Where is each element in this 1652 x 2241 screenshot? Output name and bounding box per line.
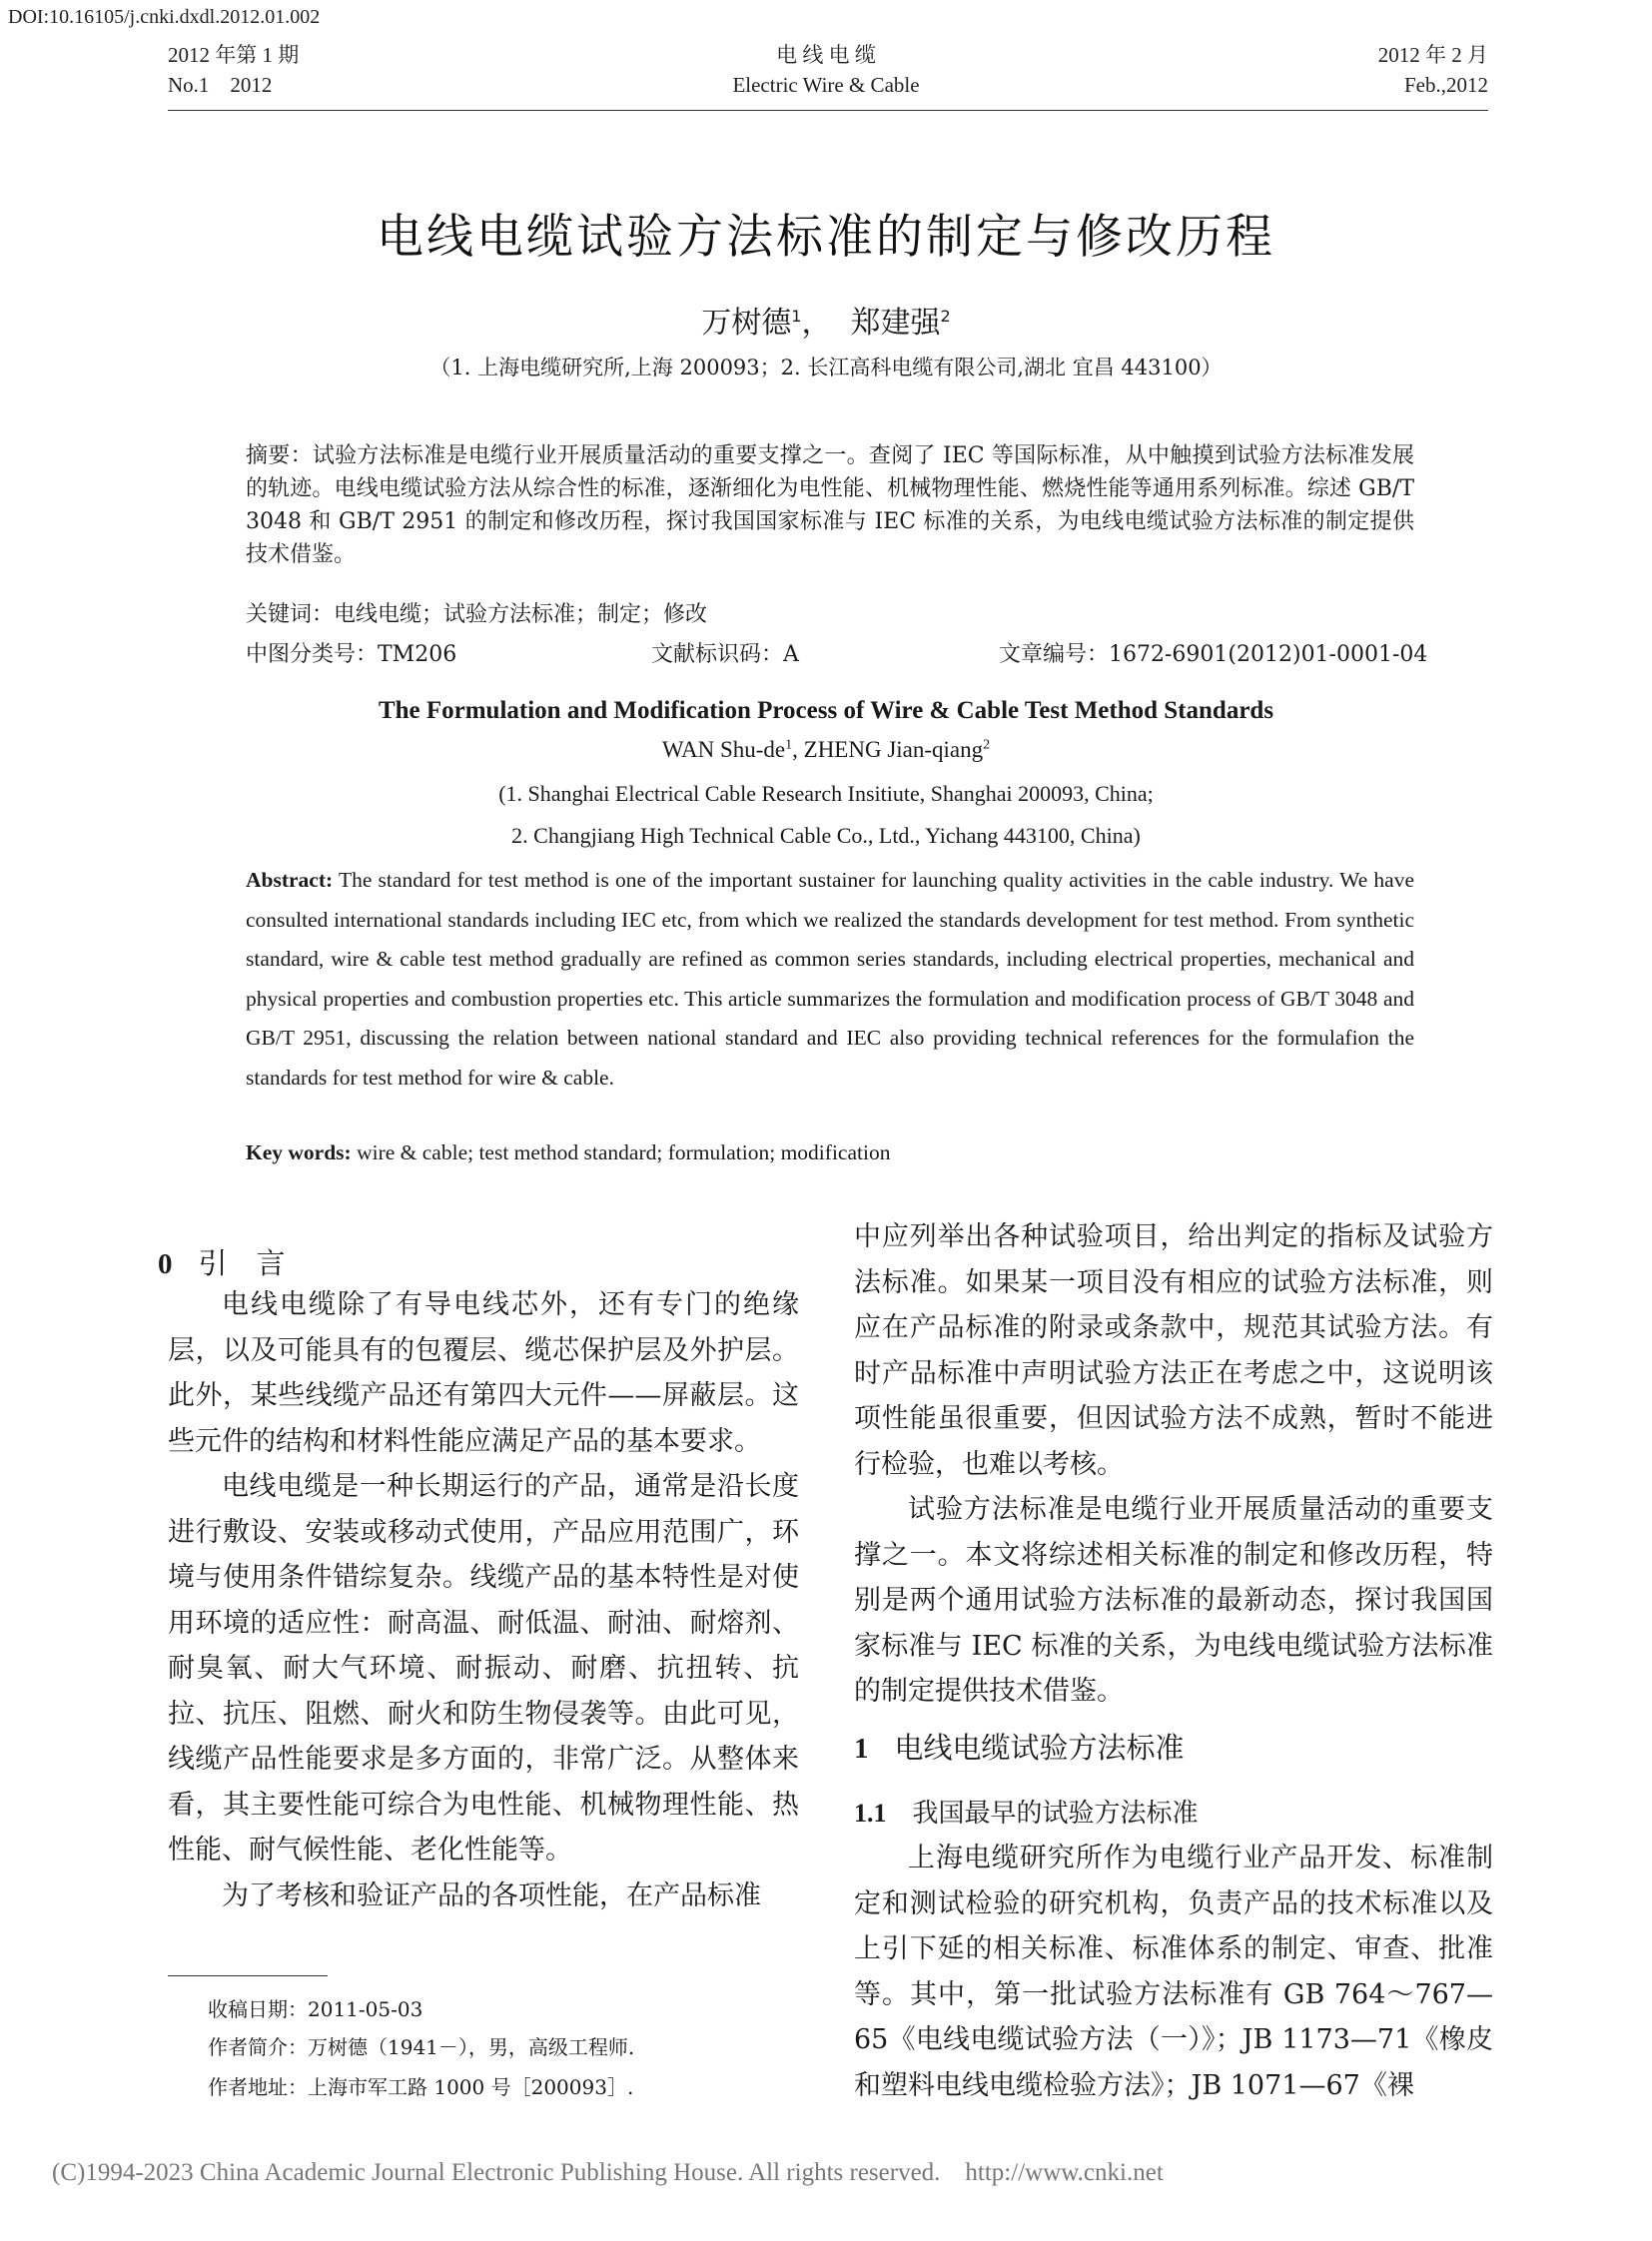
clc-number: 中图分类号：TM206 [246,642,457,667]
body-left-column [168,1282,799,1918]
author-en-2-sup: 2 [983,737,991,753]
header-rule [168,110,1488,111]
section-1-1-title: 我国最早的试验方法标准 [912,1799,1199,1829]
author-1-sup: 1 [791,307,802,326]
affiliation-zh: （1. 上海电缆研究所,上海 200093；2. 长江高科电缆有限公司,湖北 宜昌 443100） [429,356,1223,379]
journal-zh: 电 线 电 缆 [776,43,876,67]
section-1-heading [854,1726,1185,1767]
section-1-1-heading [854,1793,1199,1830]
issue-zh: 2012 年第 1 期 [168,43,300,67]
abstract-zh: 摘要：试验方法标准是电缆行业开展质量活动的重要支撑之一。查阅了 IEC 等国际标准，从中触摸到试验方法标准发展的轨迹。电线电缆试验方法从综合性的标准，逐渐细化为电性能、机械物理性能、燃烧性能等通用系列标准。综述 GB/T 3048 和 GB/T 2951 的制定和修改历程，探讨我国国家标准与 IEC 标准的关系，为电线电缆试验方法标准的制定提供技术借鉴。 [246,443,1414,567]
copyright-footer: (C)1994-2023 China Academic Journal Electronic Publishing House. All rights reserved. http://www.cnki.net [52,2159,1164,2186]
affiliation-en-2: 2. Changjiang High Technical Cable Co., Ltd., Yichang 443100, China) [511,823,1141,848]
keywords-en [246,1140,890,1165]
paragraph: 为了考核和验证产品的各项性能，在产品标准 [222,1879,761,1911]
footnote-address: 作者地址：上海市军工路 1000 号［200093］. [208,2075,634,2099]
section-0-heading [158,1241,286,1282]
date-en: Feb.,2012 [1404,73,1488,97]
footnote-bio: 作者简介：万树德（1941－），男，高级工程师. [208,2035,635,2059]
page-title: 电线电缆试验方法标准的制定与修改历程 [377,210,1275,265]
journal-en: Electric Wire & Cable [732,73,920,97]
paragraph: 上海电缆研究所作为电缆行业产品开发、标准制定和测试检验的研究机构，负责产品的技术标准以及上引下延的相关标准、标准体系的制定、审查、批准等。其中，第一批试验方法标准有 GB 764～767—65《电线电缆试验方法（一）》；JB 1173—71《橡皮和塑料电线电缆检验方法》；JB 1071—67《裸 [854,1843,1493,2101]
header-date [1169,40,1488,100]
footnote-received: 收稿日期：2011-05-03 [208,1997,423,2021]
affiliation-en-1: (1. Shanghai Electrical Cable Research Insitiute, Shanghai 200093, China; [498,781,1154,806]
paragraph: 中应列举出各种试验项目，给出判定的指标及试验方法标准。如果某一项目没有相应的试验方法标准，则应在产品标准的附录或条款中，规范其试验方法。有时产品标准中声明试验方法正在考虑之中，这说明该项性能虽很重要，但因试验方法不成熟，暂时不能进行检验，也难以考核。 [854,1221,1493,1480]
body-right-column [854,1214,1493,1715]
section-0-number: 0 [158,1248,173,1280]
author-en-2: ZHENG Jian-qiang [803,737,984,762]
article-number: 文章编号：1672-6901(2012)01-0001-04 [999,642,1428,667]
keywords-zh: 关键词：电线电缆；试验方法标准；制定；修改 [246,602,708,627]
author-2: 郑建强 [850,306,941,341]
abstract-en-label: Abstract: [246,868,334,892]
author-2-sup: 2 [940,307,951,326]
issue-en: No.1 2012 [168,73,273,97]
date-zh: 2012 年 2 月 [1377,43,1488,67]
body-right-column-2 [854,1836,1493,2108]
author-1: 万树德 [701,306,792,341]
paragraph: 电线电缆是一种长期运行的产品，通常是沿长度进行敷设、安装或移动式使用，产品应用范围广，环境与使用条件错综复杂。线缆产品的基本特性是对使用环境的适应性：耐高温、耐低温、耐油、耐熔剂、耐臭氧、耐大气环境、耐振动、耐磨、抗扭转、抗拉、抗压、阻燃、耐火和防生物侵袭等。由此可见，线缆产品性能要求是多方面的，非常广泛。从整体来看，其主要性能可综合为电性能、机械物理性能、热性能、耐气候性能、老化性能等。 [168,1471,799,1866]
footnote-rule [168,1975,328,1976]
keywords-en-text: wire & cable; test method standard; formulation; modification [351,1140,891,1164]
author-en-sep: , [792,737,804,762]
authors-zh [0,298,1652,342]
author-en-1-sup: 1 [785,737,793,753]
paragraph: 电线电缆除了有导电线芯外，还有专门的绝缘层，以及可能具有的包覆层、缆芯保护层及外护层。此外，某些线缆产品还有第四大元件——屏蔽层。这些元件的结构和材料性能应满足产品的基本要求。 [168,1289,799,1457]
doi: DOI:10.16105/j.cnki.dxdl.2012.01.002 [8,6,321,28]
section-1-1-number: 1.1 [854,1799,887,1828]
section-1-number: 1 [854,1733,869,1765]
document-code: 文献标识码：A [651,642,799,667]
author-sep: ， [801,306,832,341]
section-1-title: 电线电缆试验方法标准 [894,1731,1185,1765]
keywords-en-label: Key words: [246,1140,352,1164]
abstract-en [246,861,1414,1098]
title-en: The Formulation and Modification Process of Wire & Cable Test Method Standards [378,697,1274,724]
abstract-en-text: The standard for test method is one of the important sustainer for launching quality activities in the cable industry. We have consulted international standards including IEC etc, from which we realized the standards development for test method. From synthetic standard, wire & cable test method gradually are refined as common series standards, including electrical properties, mechanical and physical properties and combustion properties etc. This article summarizes the formulation and modification process of GB/T 3048 and GB/T 2951, discussing the relation between national standard and IEC also providing technical references for the formulafion the standards for test method for wire & cable. [246,868,1414,1090]
section-0-title: 引 言 [198,1246,286,1280]
author-en-1: WAN Shu-de [661,737,786,762]
paragraph: 试验方法标准是电缆行业开展质量活动的重要支撑之一。本文将综述相关标准的制定和修改历程，特别是两个通用试验方法标准的最新动态，探讨我国国家标准与 IEC 标准的关系，为电线电缆试验方法标准的制定提供技术借鉴。 [854,1494,1493,1707]
authors-en [0,737,1652,763]
